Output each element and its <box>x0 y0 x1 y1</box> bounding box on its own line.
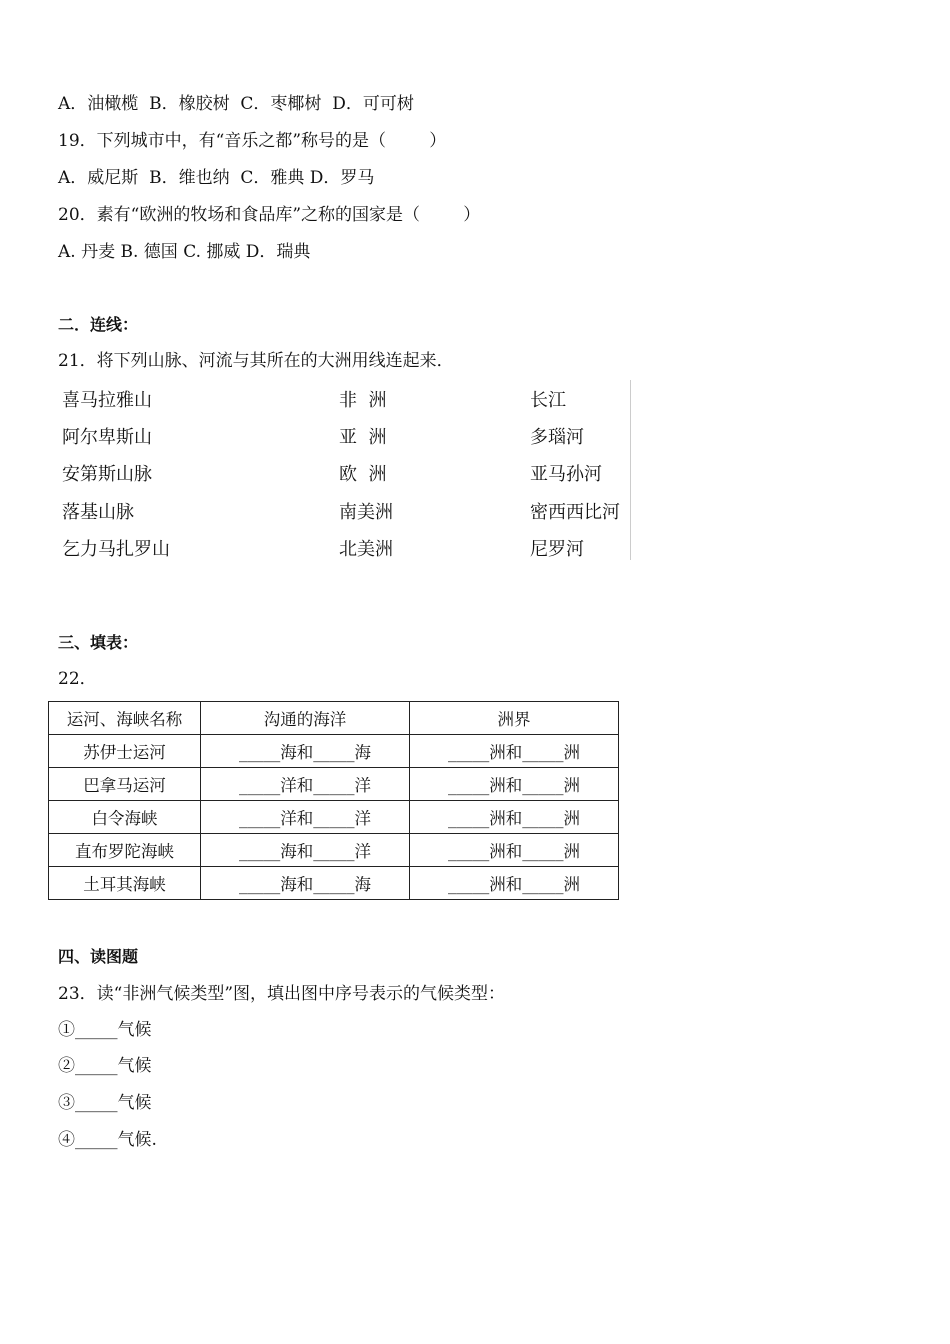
table-cell: 巴拿马运河 <box>49 768 201 801</box>
table-cell: _____海和_____海 <box>201 867 410 900</box>
table-cell: 苏伊士运河 <box>49 735 201 768</box>
river-item: 尼罗河 <box>530 539 584 560</box>
table-cell: _____洲和_____洲 <box>410 834 619 867</box>
mountain-item: 喜马拉雅山 <box>62 390 152 411</box>
table-cell: _____海和_____洋 <box>201 834 410 867</box>
q18-options: A．油橄榄 B．橡胶树 C．枣椰树 D．可可树 <box>58 94 414 114</box>
table-cell: _____洲和_____洲 <box>410 768 619 801</box>
river-item: 亚马孙河 <box>530 464 602 485</box>
table-cell: _____海和_____海 <box>201 735 410 768</box>
continent-item: 非 洲 <box>339 390 387 411</box>
q19-options: A．威尼斯 B．维也纳 C．雅典 D．罗马 <box>58 168 375 188</box>
table-cell: 土耳其海峡 <box>49 867 201 900</box>
mountain-item: 落基山脉 <box>62 502 134 523</box>
continent-item: 欧 洲 <box>339 464 387 485</box>
table-cell: _____洋和_____洋 <box>201 768 410 801</box>
section4-heading: 四、读图题 <box>58 947 139 966</box>
continent-item: 北美洲 <box>339 539 393 560</box>
mountain-item: 安第斯山脉 <box>62 464 152 485</box>
mountain-item: 乞力马扎罗山 <box>62 539 170 560</box>
table-cell: _____洲和_____洲 <box>410 735 619 768</box>
table-row <box>49 867 619 900</box>
section2-heading: 二．连线： <box>58 315 139 334</box>
table-header-row <box>49 702 619 735</box>
q20-question: 20．素有“欧洲的牧场和食品库”之称的国家是（ ） <box>58 205 481 225</box>
matching-box <box>58 380 631 560</box>
q23-blank-4: ④_____气候. <box>58 1130 157 1150</box>
table-cell: 白令海峡 <box>49 801 201 834</box>
q20-options: A. 丹麦 B. 德国 C. 挪威 D．瑞典 <box>58 242 311 262</box>
river-item: 长江 <box>530 390 566 411</box>
q23-blank-1: ①_____气候 <box>58 1020 152 1040</box>
continent-item: 南美洲 <box>339 502 393 523</box>
table-cell: _____洲和_____洲 <box>410 867 619 900</box>
table-cell: _____洲和_____洲 <box>410 801 619 834</box>
table-header: 沟通的海洋 <box>201 702 410 735</box>
fill-table <box>48 701 619 900</box>
table-cell: 直布罗陀海峡 <box>49 834 201 867</box>
q23-question: 23．读“非洲气候类型”图，填出图中序号表示的气候类型： <box>58 984 506 1004</box>
river-item: 密西西比河 <box>530 502 620 523</box>
table-header: 运河、海峡名称 <box>49 702 201 735</box>
table-row <box>49 801 619 834</box>
q22-number: 22． <box>58 669 97 689</box>
q21-question: 21．将下列山脉、河流与其所在的大洲用线连起来． <box>58 351 454 371</box>
q23-blank-2: ②_____气候 <box>58 1056 152 1076</box>
continent-item: 亚 洲 <box>339 427 387 448</box>
q23-blank-3: ③_____气候 <box>58 1093 152 1113</box>
section3-heading: 三、填表： <box>58 633 139 652</box>
river-item: 多瑙河 <box>530 427 584 448</box>
table-row <box>49 834 619 867</box>
table-cell: _____洋和_____洋 <box>201 801 410 834</box>
table-row <box>49 735 619 768</box>
table-row <box>49 768 619 801</box>
table-header: 洲界 <box>410 702 619 735</box>
q19-question: 19．下列城市中，有“音乐之都”称号的是（ ） <box>58 131 447 151</box>
mountain-item: 阿尔卑斯山 <box>62 427 152 448</box>
